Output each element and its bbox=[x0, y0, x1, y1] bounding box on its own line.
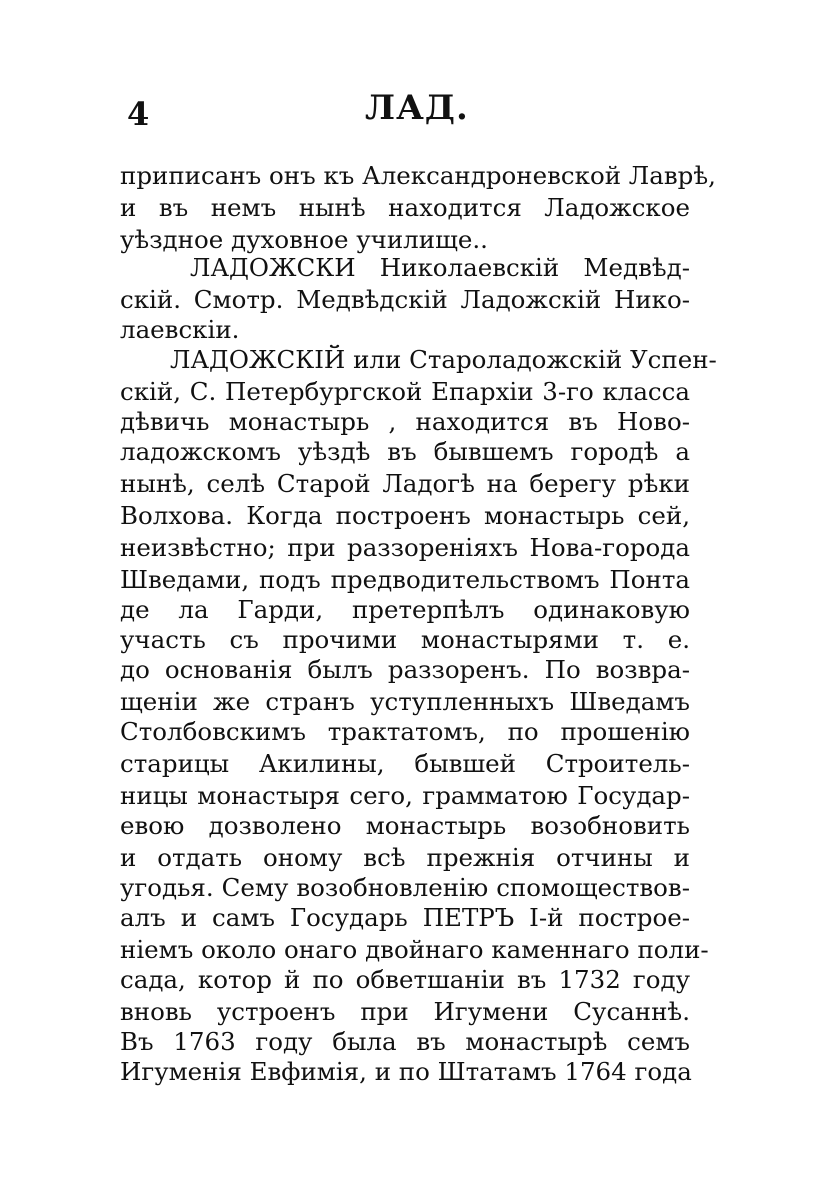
text-line: дѣвичь монастырь , находится въ Ново- bbox=[120, 407, 690, 436]
entry-heading-line: ЛАДОЖСКІЙ или Староладожскій Успен- bbox=[170, 345, 717, 374]
text-line: вновь устроенъ при Игумени Сусаннѣ. bbox=[120, 997, 690, 1026]
text-line: приписанъ онъ къ Александроневской Лаврѣ, bbox=[120, 161, 716, 190]
text-line: Шведами, подъ предводительствомъ Понта bbox=[120, 565, 690, 594]
text-line: до основанія былъ раззоренъ. По возвра- bbox=[120, 655, 690, 684]
text-line: Игуменія Евфимія, и по Штатамъ 1764 года bbox=[120, 1057, 692, 1086]
text-line: старицы Акилины, бывшей Строитель- bbox=[120, 749, 690, 778]
text-line: и въ немъ нынѣ находится Ладожское bbox=[120, 193, 690, 222]
text-line: ладожскомъ уѣздѣ въ бывшемъ городѣ а bbox=[120, 437, 690, 466]
text-line: сада, котор й по обветшаніи въ 1732 году bbox=[120, 965, 690, 994]
text-line: уѣздное духовное училище.. bbox=[120, 225, 488, 254]
page-number: 4 bbox=[127, 95, 150, 133]
text-line: щеніи же странъ уступленныхъ Шведамъ bbox=[120, 687, 690, 716]
text-line: угодья. Сему возобновленію спомоществов- bbox=[120, 873, 690, 902]
text-line: Столбовскимъ трактатомъ, по прошенію bbox=[120, 717, 690, 746]
text-line: скій, С. Петербургской Епархіи 3-го класса bbox=[120, 377, 690, 406]
text-line: лаевскіи. bbox=[120, 315, 240, 344]
text-line: ніемъ около онаго двойнаго каменнаго поли- bbox=[120, 935, 709, 964]
text-line: алъ и самъ Государь ПЕТРЪ I-й построе- bbox=[120, 903, 690, 932]
running-head: ЛАД. bbox=[365, 88, 469, 128]
text-line: нынѣ, селѣ Старой Ладогѣ на берегу рѣки bbox=[120, 469, 690, 498]
text-line: и отдать оному всѣ прежнія отчины и bbox=[120, 843, 690, 872]
text-line: участь съ прочими монастырями т. е. bbox=[120, 625, 690, 654]
text-line: Волхова. Когда построенъ монастырь сей, bbox=[120, 501, 690, 530]
text-line: Въ 1763 году была въ монастырѣ семъ bbox=[120, 1027, 690, 1056]
text-line: евою дозволено монастырь возобновить bbox=[120, 811, 690, 840]
entry-heading-line: ЛАДОЖСКИ Николаевскій Медвѣд- bbox=[190, 253, 690, 282]
text-line: де ла Гарди, претерпѣлъ одинаковую bbox=[120, 595, 690, 624]
text-line: неизвѣстно; при раззореніяхъ Нова-города bbox=[120, 533, 690, 562]
text-line: скій. Смотр. Медвѣдскій Ладожскій Нико- bbox=[120, 285, 690, 314]
text-line: ницы монастыря сего, грамматою Государ- bbox=[120, 781, 690, 810]
